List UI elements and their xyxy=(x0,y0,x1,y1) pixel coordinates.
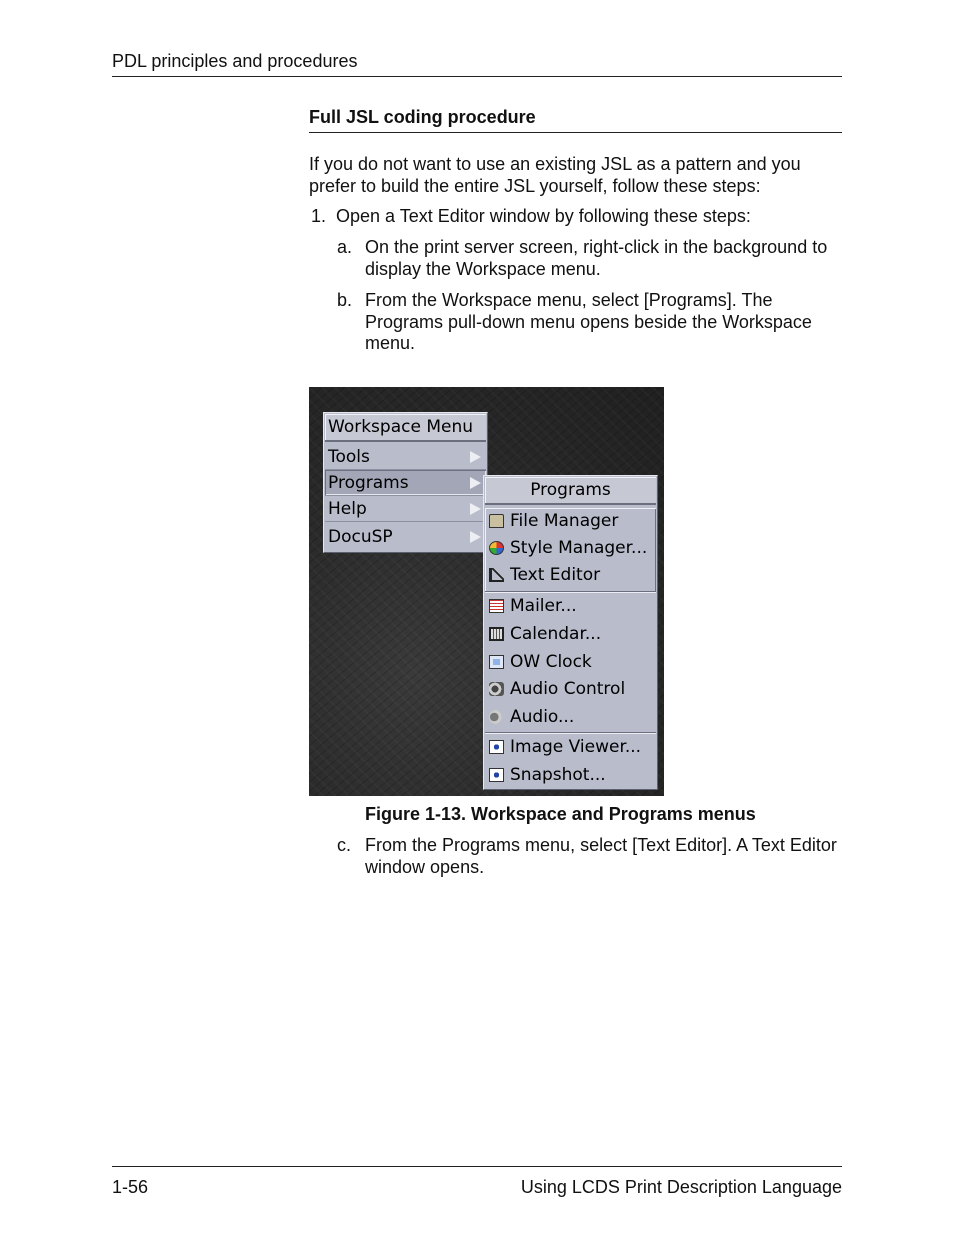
submenu-arrow-icon xyxy=(470,503,481,515)
programs-item-text-editor[interactable] xyxy=(486,562,655,589)
text-editor-icon xyxy=(489,568,504,582)
menu-item-label: Tools xyxy=(328,447,370,467)
programs-menu-title: Programs xyxy=(485,477,656,505)
substep-text: From the Programs menu, select [Text Editor]. A Text Editor window opens. xyxy=(365,835,837,877)
section-title: Full JSL coding procedure xyxy=(309,107,536,127)
substep-label: a. xyxy=(337,237,353,257)
header-rule xyxy=(112,76,842,77)
menu-item-label: OW Clock xyxy=(510,652,592,672)
workspace-menu-item-docusp[interactable] xyxy=(325,524,486,550)
substep-text: From the Workspace menu, select [Programs]. The Programs pull-down menu opens beside the Workspace menu. xyxy=(365,290,812,353)
programs-item-ow-clock[interactable] xyxy=(486,649,655,676)
programs-item-mailer[interactable] xyxy=(486,593,655,620)
substep-text: On the print server screen, right-click in the background to display the Workspace menu. xyxy=(365,237,828,279)
substep-label: b. xyxy=(337,290,353,310)
menu-item-label: Image Viewer... xyxy=(510,737,642,757)
page-number: 1-56 xyxy=(112,1177,149,1197)
programs-item-calendar[interactable] xyxy=(486,621,655,648)
menu-item-label: File Manager xyxy=(510,511,619,531)
workspace-menu-item-tools[interactable] xyxy=(325,444,486,470)
folder-icon xyxy=(489,514,504,528)
workspace-menu-item-programs[interactable] xyxy=(325,470,486,496)
programs-item-style-manager[interactable] xyxy=(486,535,655,562)
audio-control-icon xyxy=(489,682,504,696)
programs-item-file-manager[interactable] xyxy=(486,508,655,535)
image-viewer-icon xyxy=(489,740,504,754)
palette-icon xyxy=(489,541,504,555)
audio-icon xyxy=(489,710,504,724)
section-rule xyxy=(309,132,842,133)
submenu-arrow-icon xyxy=(470,531,481,543)
substep-label: c. xyxy=(337,835,352,855)
workspace-menu-item-help[interactable] xyxy=(325,496,486,522)
step-number: 1. xyxy=(311,206,327,226)
book-title: Using LCDS Print Description Language xyxy=(520,1177,842,1197)
workspace-menu-title: Workspace Menu xyxy=(325,414,486,442)
programs-item-audio[interactable] xyxy=(486,704,655,731)
menu-item-label: DocuSP xyxy=(328,527,393,547)
menu-item-label: Audio Control xyxy=(510,679,626,699)
programs-item-snapshot[interactable] xyxy=(486,762,655,789)
footer-rule xyxy=(112,1166,842,1167)
menu-item-label: Text Editor xyxy=(510,565,601,585)
figure-caption: Figure 1-13. Workspace and Programs menus xyxy=(365,804,756,824)
workspace-programs-screenshot xyxy=(309,387,664,796)
mail-icon xyxy=(489,599,504,613)
menu-item-label: Calendar... xyxy=(510,624,602,644)
menu-item-label: Mailer... xyxy=(510,596,577,616)
submenu-arrow-icon xyxy=(470,477,481,489)
menu-item-label: Help xyxy=(328,499,367,519)
submenu-arrow-icon xyxy=(470,451,481,463)
programs-menu xyxy=(483,475,658,790)
intro-paragraph: If you do not want to use an existing JSL as a pattern and you prefer to build the entire JSL yourself, follow these steps: xyxy=(309,154,801,196)
calendar-icon xyxy=(489,627,504,641)
workspace-menu xyxy=(323,412,488,553)
menu-item-label: Audio... xyxy=(510,707,575,727)
menu-item-label: Snapshot... xyxy=(510,765,606,785)
running-head: PDL principles and procedures xyxy=(112,51,358,71)
menu-item-label: Style Manager... xyxy=(510,538,648,558)
step-text: Open a Text Editor window by following these steps: xyxy=(336,206,751,226)
programs-item-audio-control[interactable] xyxy=(486,676,655,703)
clock-icon xyxy=(489,655,504,669)
snapshot-icon xyxy=(489,768,504,782)
menu-item-label: Programs xyxy=(328,473,409,493)
programs-item-image-viewer[interactable] xyxy=(486,734,655,761)
